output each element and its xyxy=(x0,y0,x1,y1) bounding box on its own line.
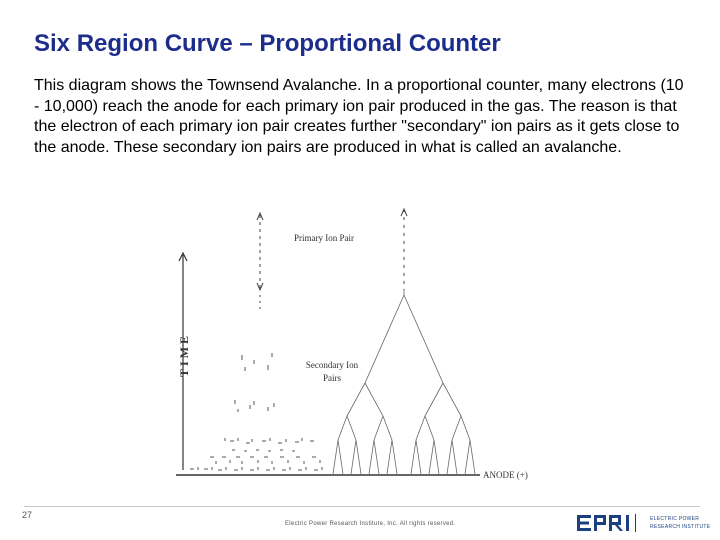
primary-ion-pair-indicator xyxy=(257,209,407,313)
footer-divider xyxy=(24,506,700,507)
avalanche-tree xyxy=(333,290,475,474)
page-number: 27 xyxy=(22,510,33,520)
body-text: This diagram shows the Townsend Avalanche. In a proportional counter, many electrons (10 - 10,000) reach the anode for each primary ion pair produced in the gas. The reason is that the electron of each primary ion pair creates further "secondary" ion pairs as it gets close to the anode. These secondary ion pairs are produced in what is called an avalanche. xyxy=(34,77,684,156)
epri-logo-wordmark: EPRI xyxy=(475,412,478,413)
slide-title: Six Region Curve – Proportional Counter xyxy=(34,30,501,57)
logo-line-1: ELECTRIC POWER xyxy=(650,516,700,522)
secondary-ion-pairs-cluster xyxy=(190,353,322,470)
time-axis-label: TIME xyxy=(177,332,191,378)
logo-line-2: RESEARCH INSTITUTE xyxy=(650,524,711,530)
time-axis xyxy=(177,253,191,470)
secondary-ion-pairs-label-line2: Pairs xyxy=(323,373,341,383)
townsend-avalanche-diagram xyxy=(150,195,570,495)
primary-ion-pair-label: Primary Ion Pair xyxy=(294,233,354,243)
secondary-ion-pairs-label-line1: Secondary Ion xyxy=(305,360,359,370)
copyright-text: Electric Power Research Institute, Inc. All rights reserved. xyxy=(285,521,456,527)
anode-label: ANODE (+) xyxy=(483,470,528,480)
